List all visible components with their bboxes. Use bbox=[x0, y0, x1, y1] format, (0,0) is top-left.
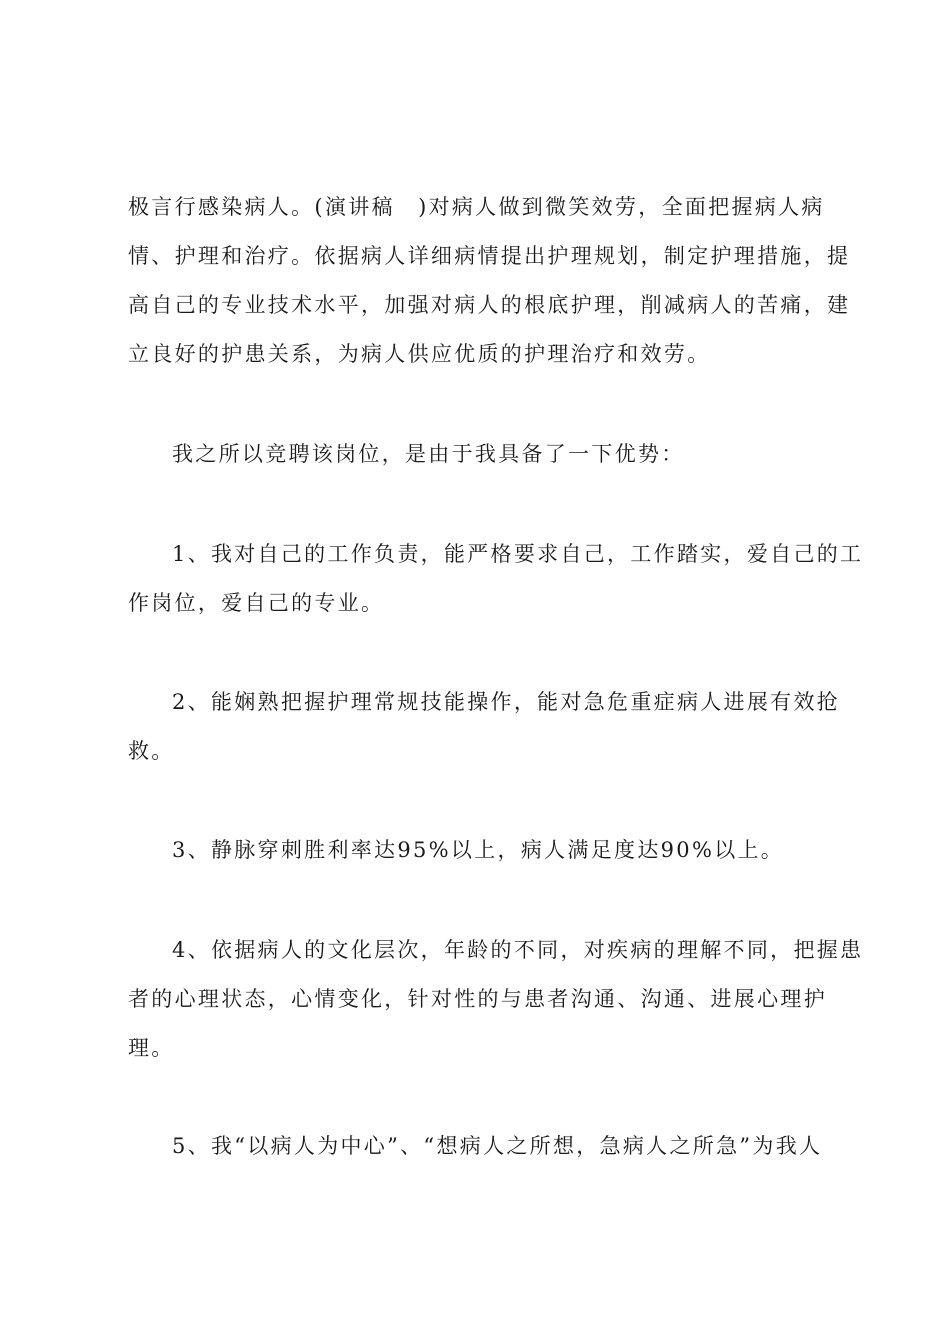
paragraph-line: 3、静脉穿刺胜利率达95%以上，病人满足度达90%以上。 bbox=[172, 838, 785, 862]
paragraph-line: 者的心理状态，心情变化，针对性的与患者沟通、沟通、进展心理护 bbox=[128, 987, 827, 1011]
paragraph-item-4 bbox=[128, 926, 864, 1073]
paragraph-item-5 bbox=[128, 1122, 838, 1171]
paragraph-line: 5、我“以病人为中心”、“想病人之所想，急病人之所急”为我人 bbox=[172, 1134, 823, 1158]
paragraph-line: 高自己的专业技术水平，加强对病人的根底护理，削减病人的苦痛，建 bbox=[128, 293, 851, 317]
paragraph-line: 情、护理和治疗。依据病人详细病情提出护理规划，制定护理措施，提 bbox=[128, 244, 851, 268]
paragraph-line: 1、我对自己的工作负责，能严格要求自己，工作踏实，爱自己的工 bbox=[172, 542, 864, 566]
paragraph-line: 4、依据病人的文化层次，年龄的不同，对疾病的理解不同，把握患 bbox=[172, 938, 864, 962]
paragraph-line: 立良好的护患关系，为病人供应优质的护理治疗和效劳。 bbox=[128, 342, 711, 366]
paragraph-line: 作岗位，爱自己的专业。 bbox=[128, 591, 385, 615]
paragraph-line: 理。 bbox=[128, 1036, 175, 1060]
paragraph-line: 我之所以竞聘该岗位，是由于我具备了一下优势： bbox=[172, 442, 685, 466]
paragraph-continuation bbox=[128, 183, 851, 379]
paragraph-line: 极言行感染病人。(演讲稿 )对病人做到微笑效劳，全面把握病人病 bbox=[128, 195, 825, 219]
paragraph-line: 2、能娴熟把握护理常规技能操作，能对急危重症病人进展有效抢 bbox=[172, 690, 841, 714]
paragraph-item-2 bbox=[128, 678, 841, 776]
paragraph-item-3 bbox=[128, 826, 838, 875]
paragraph-line: 救。 bbox=[128, 739, 175, 763]
paragraph-item-1 bbox=[128, 530, 864, 628]
paragraph-intro bbox=[128, 430, 838, 479]
